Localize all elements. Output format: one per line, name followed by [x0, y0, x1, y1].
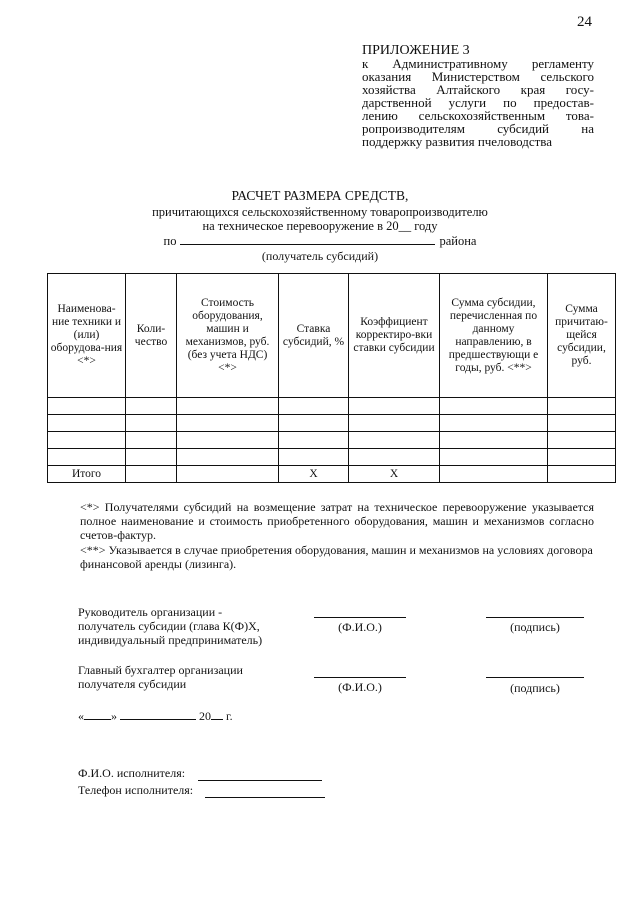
executor-phone-label: Телефон исполнителя:: [78, 783, 194, 797]
appendix-line: дарственной услуги по предостав-: [362, 95, 594, 110]
date-month-blank[interactable]: [120, 719, 196, 720]
total-mark-coef: X: [349, 466, 440, 483]
rayon-label: района: [439, 234, 477, 248]
head-sign-caption: (подпись): [510, 620, 560, 634]
accountant-signature-label: [78, 663, 243, 691]
executor-name-label: Ф.И.О. исполнителя:: [78, 766, 186, 780]
appendix-line: поддержку развития пчеловодства: [362, 134, 553, 149]
total-label: Итого: [48, 466, 126, 483]
header-cell: Сумма причитаю-щейся субсидии, руб.: [548, 274, 616, 398]
district-blank: [180, 233, 435, 245]
accountant-label-line: получателя субсидии: [78, 677, 187, 691]
appendix-line: к Административному регламенту: [362, 56, 594, 71]
accountant-fio-caption: (Ф.И.О.): [338, 680, 382, 694]
head-label-line: индивидуальный предприниматель): [78, 633, 263, 647]
date-day-blank[interactable]: [84, 719, 111, 720]
footnote-1: <*> Получателями субсидий на возмещение затрат на техническое перевооружение указывается полное наименование и стоимость приобретенного оборудования, машин и механизмов согласно счетов-фактур.: [80, 500, 594, 542]
appendix-line: лению сельскохозяйственным това-: [362, 108, 594, 123]
accountant-sign-line[interactable]: [486, 677, 584, 678]
document-subtitle-year: на техническое перевооружение в 20__ году: [202, 219, 438, 233]
date-suffix: г.: [226, 709, 233, 723]
appendix-line: ропроизводителям субсидий на: [362, 121, 594, 136]
appendix-block: [362, 44, 594, 148]
po-label: по: [163, 234, 177, 248]
header-cell: Ставка субсидий, %: [279, 274, 349, 398]
header-cell: Наименова-ние техники и (или) оборудова-ния <*>: [48, 274, 126, 398]
head-fio-caption: (Ф.И.О.): [338, 620, 382, 634]
table-header-row: [48, 274, 616, 398]
document-title: РАСЧЕТ РАЗМЕРА СРЕДСТВ,: [231, 188, 409, 203]
accountant-sign-caption: (подпись): [510, 681, 560, 695]
executor-phone-line[interactable]: [205, 797, 325, 798]
accountant-fio-line[interactable]: [314, 677, 406, 678]
table-row: [48, 432, 616, 449]
recipient-caption: (получатель субсидий): [261, 249, 379, 263]
header-cell: Сумма субсидии, перечисленная по данному направлению, в предшествующи е годы, руб. <**>: [440, 274, 548, 398]
appendix-title: ПРИЛОЖЕНИЕ 3: [362, 43, 470, 58]
accountant-label-line: Главный бухгалтер организации: [78, 663, 243, 677]
district-line: [0, 233, 640, 249]
date-year-blank[interactable]: [211, 719, 223, 720]
head-sign-line[interactable]: [486, 617, 584, 618]
document-subtitle: причитающихся сельскохозяйственному товаропроизводителю: [152, 205, 488, 219]
footnote-2: <**> Указывается в случае приобретения оборудования, машин и механизмов на условиях договора финансовой аренды (лизинга).: [80, 543, 593, 571]
header-cell: Коэффициент корректиро-вки ставки субсидии: [349, 274, 440, 398]
header-cell: Стоимость оборудования, машин и механизмов, руб. (без учета НДС) <*>: [177, 274, 279, 398]
table-total-row: [48, 466, 616, 483]
head-label-line: получатель субсидии (глава К(Ф)Х,: [78, 619, 260, 633]
executor-name-line[interactable]: [198, 780, 322, 781]
table-row: [48, 398, 616, 415]
head-signature-label: [78, 605, 262, 647]
page-number: 24: [577, 14, 592, 30]
header-cell: Коли-чество: [126, 274, 177, 398]
table-row: [48, 415, 616, 432]
head-fio-line[interactable]: [314, 617, 406, 618]
table-row: [48, 449, 616, 466]
date-open-quote: «: [78, 709, 84, 723]
appendix-line: хозяйства Алтайского края госу-: [362, 82, 594, 97]
date-line: [78, 709, 233, 723]
appendix-line: оказания Министерством сельского: [362, 69, 594, 84]
total-mark-rate: X: [279, 466, 349, 483]
date-year: 20: [199, 709, 211, 723]
subsidy-table: [47, 273, 616, 483]
date-close-quote: »: [111, 709, 117, 723]
head-label-line: Руководитель организации -: [78, 605, 223, 619]
